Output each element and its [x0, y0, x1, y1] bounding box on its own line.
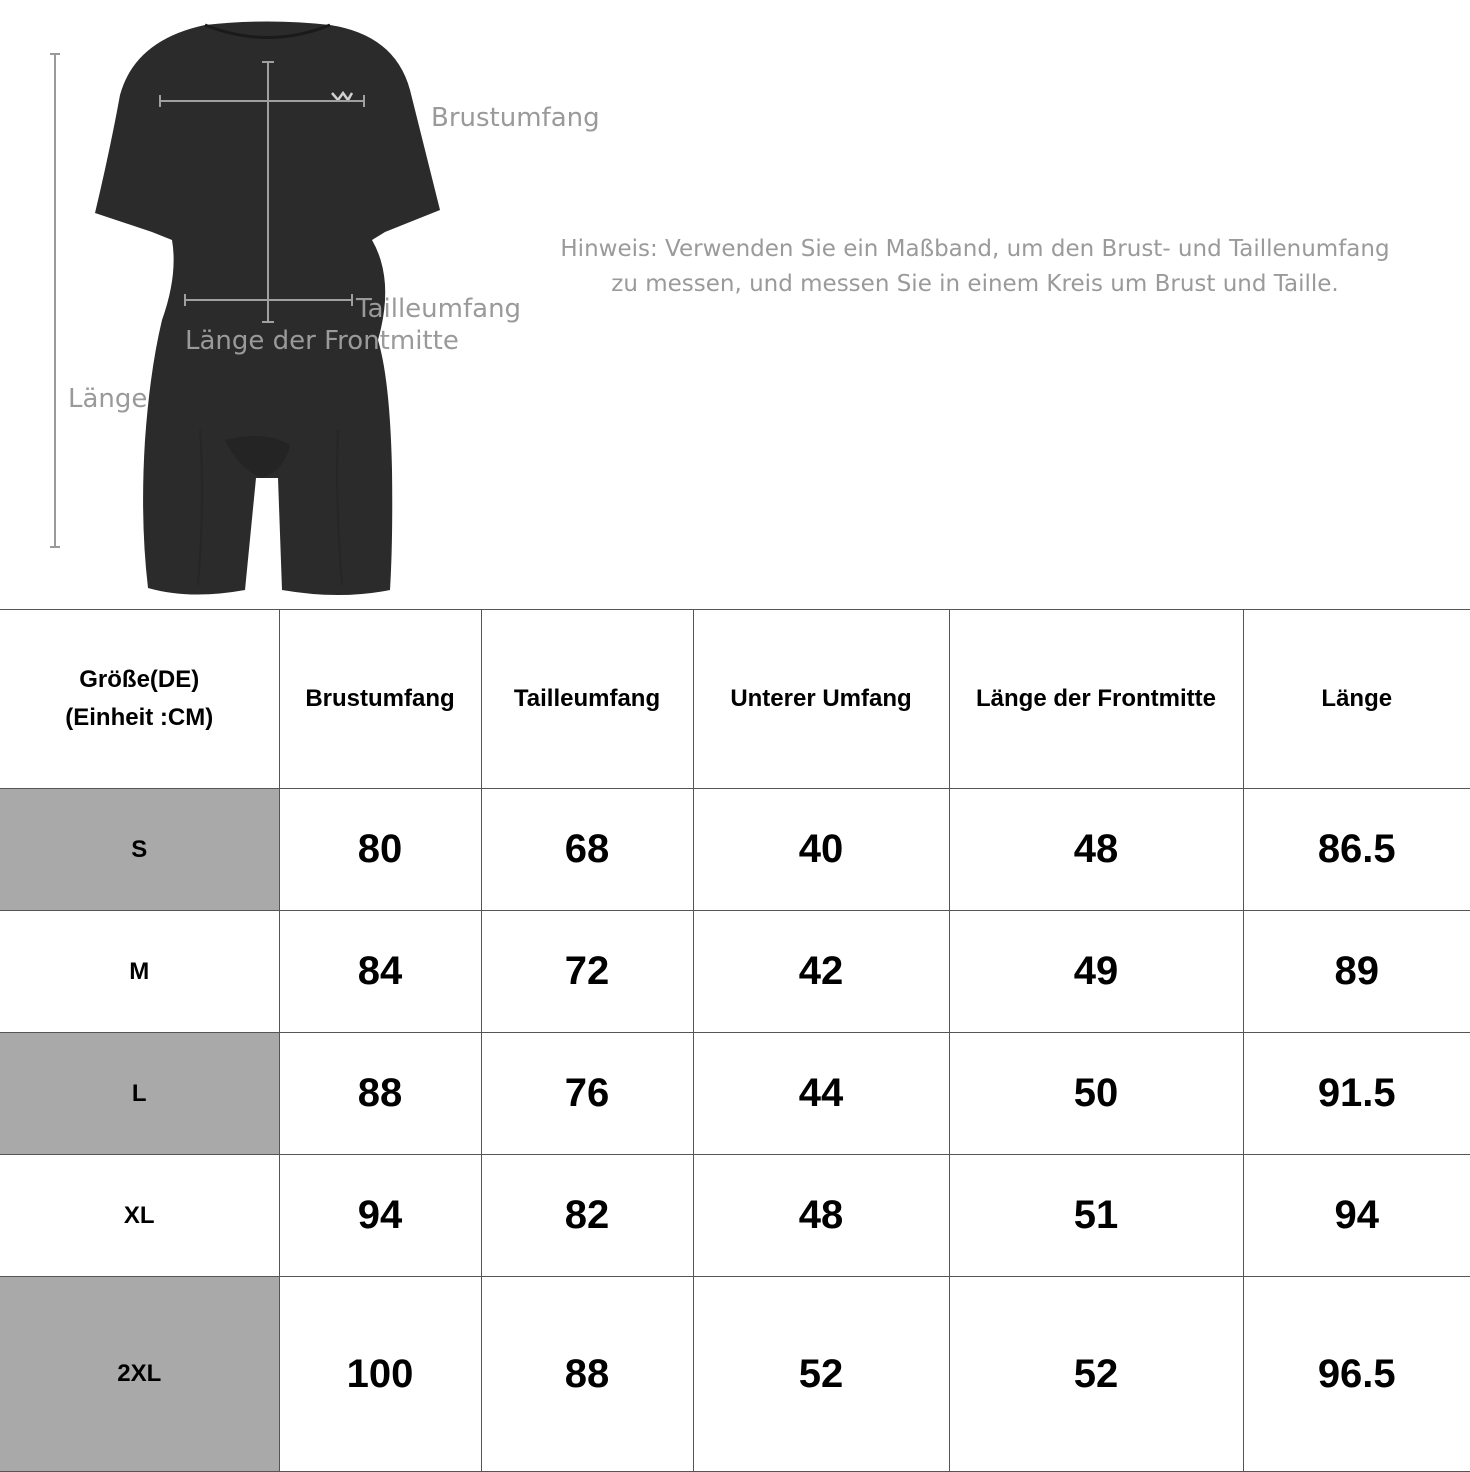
lower-value: 52 [693, 1277, 949, 1472]
length-measure-line [50, 54, 60, 547]
table-row [0, 1277, 1470, 1472]
header-size-line1: Größe(DE) [79, 666, 200, 693]
header-lower-circumference: Unterer Umfang [693, 610, 949, 789]
front-length-value: 49 [949, 911, 1243, 1033]
waist-value: 76 [481, 1033, 693, 1155]
note-line-2: zu messen, und messen Sie in einem Kreis um Brust und Taille. [611, 271, 1339, 297]
length-value: 96.5 [1243, 1277, 1470, 1472]
size-cell: 2XL [0, 1277, 279, 1472]
lower-value: 48 [693, 1155, 949, 1277]
note-line-1: Hinweis: Verwenden Sie ein Maßband, um den Brust- und Taillenumfang [560, 236, 1390, 262]
chest-label: Brustumfang [431, 103, 600, 133]
table-row [0, 789, 1470, 911]
front-length-label: Länge der Frontmitte [185, 326, 459, 356]
table-row [0, 1033, 1470, 1155]
lower-value: 40 [693, 789, 949, 911]
garment-figure [0, 0, 1470, 610]
header-size [0, 610, 279, 789]
table-row [0, 911, 1470, 1033]
front-length-value: 48 [949, 789, 1243, 911]
front-length-value: 50 [949, 1033, 1243, 1155]
waist-value: 88 [481, 1277, 693, 1472]
chest-value: 80 [279, 789, 481, 911]
length-value: 91.5 [1243, 1033, 1470, 1155]
waist-value: 72 [481, 911, 693, 1033]
waist-label: Tailleumfang [356, 294, 522, 324]
header-front-length: Länge der Frontmitte [949, 610, 1243, 789]
table-row [0, 1155, 1470, 1277]
header-waist: Tailleumfang [481, 610, 693, 789]
header-chest: Brustumfang [279, 610, 481, 789]
length-value: 94 [1243, 1155, 1470, 1277]
waist-value: 68 [481, 789, 693, 911]
lower-value: 42 [693, 911, 949, 1033]
size-cell: L [0, 1033, 279, 1155]
header-length: Länge [1243, 610, 1470, 789]
length-value: 86.5 [1243, 789, 1470, 911]
length-value: 89 [1243, 911, 1470, 1033]
front-length-value: 51 [949, 1155, 1243, 1277]
size-cell: M [0, 911, 279, 1033]
header-size-line2: (Einheit :CM) [65, 704, 214, 731]
measuring-note [520, 232, 1430, 302]
length-label: Länge [68, 384, 148, 414]
size-chart-table [0, 609, 1470, 1472]
chest-value: 88 [279, 1033, 481, 1155]
size-cell: S [0, 789, 279, 911]
front-length-value: 52 [949, 1277, 1243, 1472]
trisuit-illustration [0, 0, 1470, 610]
table-header-row [0, 610, 1470, 789]
waist-value: 82 [481, 1155, 693, 1277]
chest-value: 94 [279, 1155, 481, 1277]
size-cell: XL [0, 1155, 279, 1277]
chest-value: 84 [279, 911, 481, 1033]
chest-value: 100 [279, 1277, 481, 1472]
lower-value: 44 [693, 1033, 949, 1155]
